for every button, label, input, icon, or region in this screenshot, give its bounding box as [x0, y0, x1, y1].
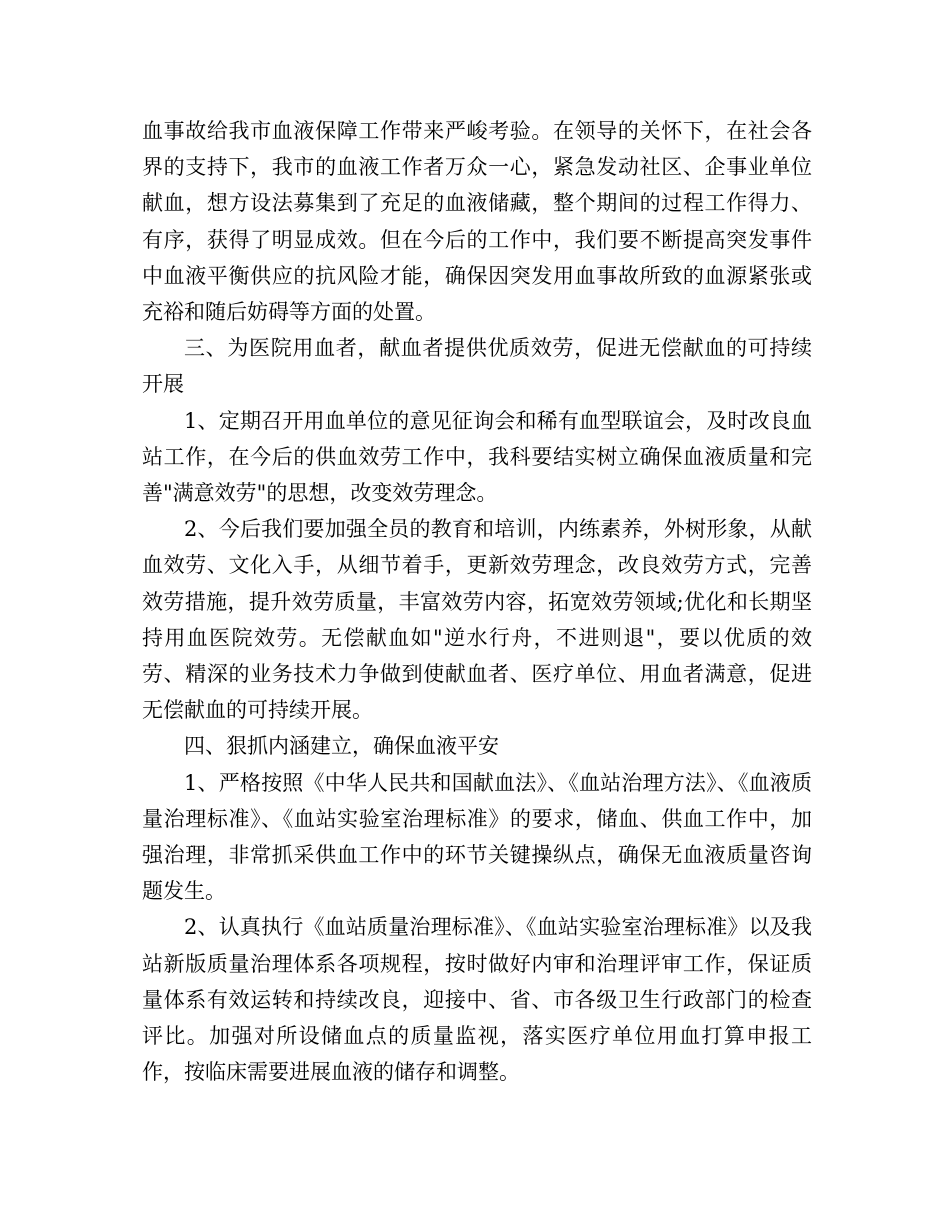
heading-section-three: 三、为医院用血者，献血者提供优质效劳，促进无偿献血的可持续开展 — [142, 336, 812, 397]
paragraph-item-1: 1、定期召开用血单位的意见征询会和稀有血型联谊会，及时改良血站工作，在今后的供血效劳工作中，我科要结实树立确保血液质量和完善"满意效劳"的思想，改变效劳理念。 — [142, 408, 812, 506]
document-page — [142, 113, 812, 1090]
paragraph-item-2-section-four: 2、认真执行《血站质量治理标准》、《血站实验室治理标准》以及我站新版质量治理体系各项规程，按时做好内审和治理评审工作，保证质量体系有效运转和持续改良，迎接中、省、市各级卫生行政部门的检查评比。加强对所设储血点的质量监视，落实医疗单位用血打算申报工作，按临床需要进展血液的储存和调整。 — [142, 915, 812, 1085]
paragraph-item-1-section-four: 1、严格按照《中华人民共和国献血法》、《血站治理方法》、《血液质量治理标准》、《血站实验室治理标准》的要求，储血、供血工作中，加强治理，非常抓采供血工作中的环节关键操纵点，确保无血液质量咨询题发生。 — [142, 770, 812, 904]
heading-section-four: 四、狠抓内涵建立，确保血液平安 — [184, 734, 499, 759]
paragraph-item-2: 2、今后我们要加强全员的教育和培训，内练素养，外树形象，从献血效劳、文化入手，从细节着手，更新效劳理念，改良效劳方式，完善效劳措施，提升效劳质量，丰富效劳内容，拓宽效劳领域;优化和长期坚持用血医院效劳。无偿献血如"逆水行舟，不进则退"，要以优质的效劳、精深的业务技术力争做到使献血者、医疗单位、用血者满意，促进无偿献血的可持续开展。 — [142, 517, 812, 723]
paragraph-continuation: 血事故给我市血液保障工作带来严峻考验。在领导的关怀下，在社会各界的支持下，我市的血液工作者万众一心，紧急发动社区、企事业单位献血，想方设法募集到了充足的血液储藏，整个期间的过程工作得力、有序，获得了明显成效。但在今后的工作中，我们要不断提高突发事件中血液平衡供应的抗风险才能，确保因突发用血事故所致的血源紧张或充裕和随后妨碍等方面的处置。 — [142, 119, 812, 325]
